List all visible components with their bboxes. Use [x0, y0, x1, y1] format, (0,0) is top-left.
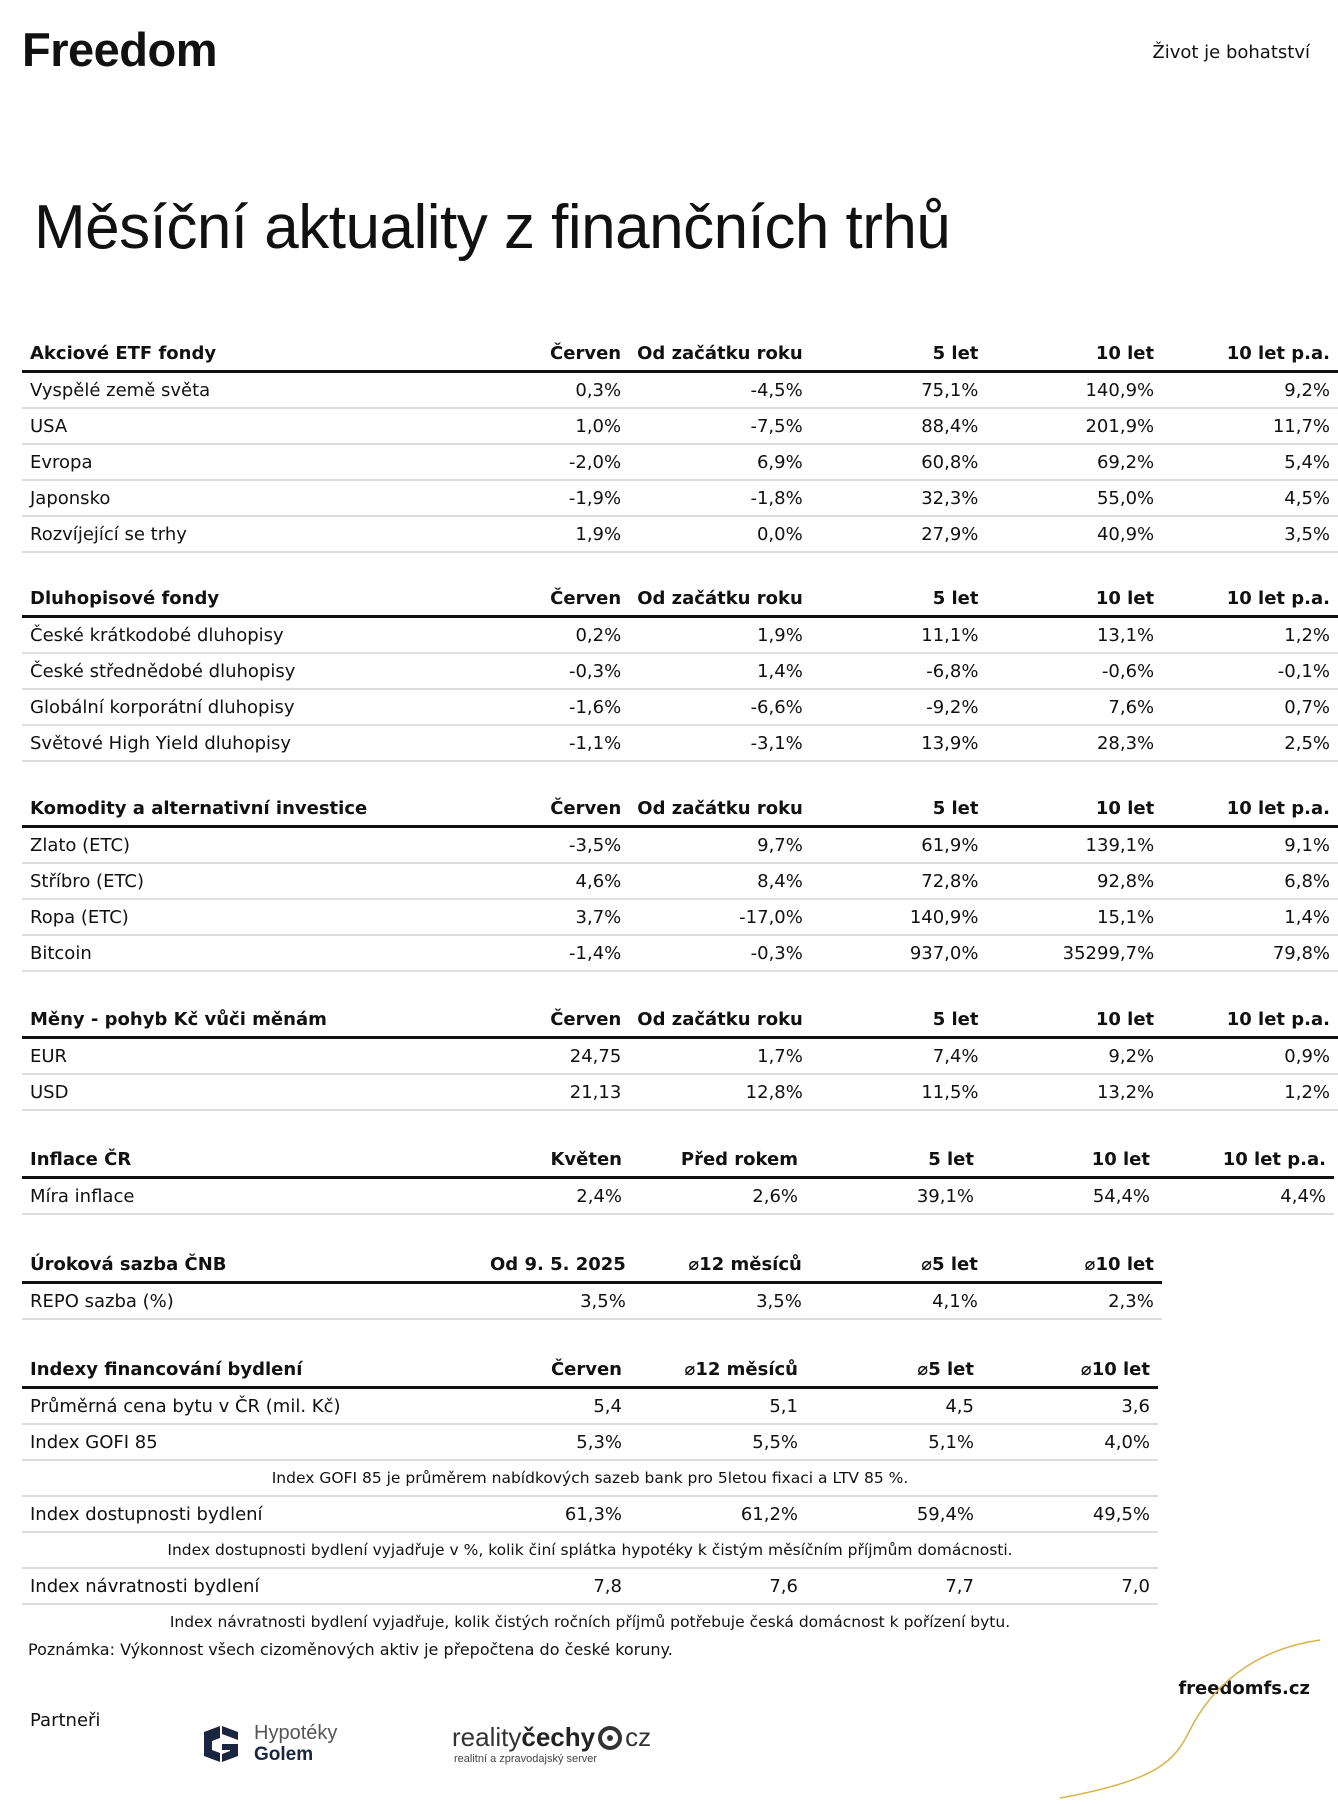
cell: 61,3% [482, 1496, 630, 1532]
brand-logo: Freedom [22, 23, 217, 76]
row-label: Globální korporátní dluhopisy [22, 689, 481, 725]
table-row [22, 1178, 1334, 1215]
column-header: Červen [482, 791, 630, 827]
cell: -0,1% [1162, 653, 1338, 689]
cell: 4,5% [1162, 480, 1338, 516]
cell: 139,1% [986, 827, 1162, 864]
row-label: Index GOFI 85 [22, 1424, 482, 1460]
cell: 2,6% [630, 1178, 806, 1215]
cell: 12,8% [629, 1074, 811, 1110]
column-header: 10 let p.a. [1162, 1002, 1338, 1038]
cell: 1,4% [629, 653, 811, 689]
column-header: Od začátku roku [629, 581, 811, 617]
row-label: Index dostupnosti bydlení [22, 1496, 482, 1532]
cell: 140,9% [811, 899, 987, 935]
cell: 11,7% [1162, 408, 1338, 444]
column-header: ⌀10 let [986, 1247, 1162, 1283]
row-label: Index návratnosti bydlení [22, 1568, 482, 1604]
table-row [22, 935, 1338, 971]
table-header-row [22, 1247, 1162, 1283]
cell: -1,1% [481, 725, 629, 761]
cell: 5,3% [482, 1424, 630, 1460]
column-header: 5 let [811, 581, 987, 617]
row-label: Bitcoin [22, 935, 482, 971]
cell: 1,0% [481, 408, 629, 444]
cell: 49,5% [982, 1496, 1158, 1532]
cell: 3,7% [482, 899, 630, 935]
inflation-table [22, 1142, 1334, 1215]
cell: -7,5% [629, 408, 811, 444]
table-row [22, 863, 1338, 899]
cell: 1,7% [629, 1038, 811, 1075]
cell: 0,0% [629, 516, 811, 552]
cell: 4,1% [810, 1283, 986, 1320]
table-row [22, 617, 1338, 654]
cell: 5,1% [806, 1424, 982, 1460]
table-header-row [22, 336, 1338, 372]
cell: 3,5% [634, 1283, 810, 1320]
column-header: 10 let p.a. [1162, 581, 1338, 617]
inflation-section [22, 1142, 1334, 1215]
cell: 5,4 [482, 1388, 630, 1425]
row-label: Evropa [22, 444, 481, 480]
reality-subtitle: realitní a zpravodajský server [454, 1753, 598, 1765]
cell: 1,2% [1162, 1074, 1338, 1110]
row-label: Míra inflace [22, 1178, 482, 1215]
currencies-section [22, 1002, 1338, 1111]
table-row [22, 827, 1338, 864]
cell: 5,1 [630, 1388, 806, 1425]
cell: 3,5% [1162, 516, 1338, 552]
column-header: Od 9. 5. 2025 [482, 1247, 634, 1283]
column-header: 5 let [806, 1142, 982, 1178]
section-heading: Měny - pohyb Kč vůči měnám [22, 1002, 482, 1038]
cell: -9,2% [811, 689, 987, 725]
cell: 4,5 [806, 1388, 982, 1425]
row-label: USD [22, 1074, 482, 1110]
cell: 0,7% [1162, 689, 1338, 725]
cell: 0,2% [481, 617, 629, 654]
cell: -1,9% [481, 480, 629, 516]
cell: -3,1% [629, 725, 811, 761]
cell: 3,5% [482, 1283, 634, 1320]
reality-part3: cz [625, 1722, 652, 1752]
cell: 4,0% [982, 1424, 1158, 1460]
column-header: ⌀12 měsíců [630, 1352, 806, 1388]
row-label: Rozvíjející se trhy [22, 516, 481, 552]
cell: 24,75 [482, 1038, 630, 1075]
cell: 140,9% [986, 372, 1162, 409]
cell: 0,9% [1162, 1038, 1338, 1075]
table-row [22, 516, 1338, 552]
cell: 7,7 [806, 1568, 982, 1604]
table-header-row [22, 1002, 1338, 1038]
column-header: Červen [481, 581, 629, 617]
column-header: Od začátku roku [629, 1002, 811, 1038]
cell: -0,6% [986, 653, 1162, 689]
table-row [22, 1388, 1158, 1425]
cell: 1,9% [481, 516, 629, 552]
column-header: Od začátku roku [629, 336, 811, 372]
column-header: 5 let [811, 791, 987, 827]
partners-label: Partneři [30, 1710, 101, 1731]
column-header: Květen [482, 1142, 630, 1178]
row-label: USA [22, 408, 481, 444]
table-row [22, 725, 1338, 761]
table-row [22, 372, 1338, 409]
cell: -1,6% [481, 689, 629, 725]
row-label: EUR [22, 1038, 482, 1075]
table-row [22, 1283, 1162, 1320]
cell: 13,9% [811, 725, 987, 761]
table-row [22, 1496, 1158, 1532]
row-label: Vyspělé země světa [22, 372, 481, 409]
cell: 9,1% [1162, 827, 1338, 864]
website-link[interactable]: freedomfs.cz [1178, 1678, 1310, 1699]
cell: 1,9% [629, 617, 811, 654]
section-heading: Komodity a alternativní investice [22, 791, 482, 827]
column-header: 5 let [811, 1002, 987, 1038]
housing-index-table [22, 1352, 1158, 1639]
cell: -1,8% [629, 480, 811, 516]
golem-line1: Hypotéky [254, 1722, 338, 1744]
cell: 92,8% [986, 863, 1162, 899]
column-header: 10 let [982, 1142, 1158, 1178]
hypoteky-golem-logo[interactable] [200, 1722, 337, 1766]
cell: 13,2% [987, 1074, 1163, 1110]
cell: 9,2% [987, 1038, 1163, 1075]
cell: 9,7% [629, 827, 811, 864]
column-header: Červen [482, 1352, 630, 1388]
cell: 5,4% [1162, 444, 1338, 480]
reality-part1: reality [452, 1722, 522, 1752]
column-header: ⌀5 let [806, 1352, 982, 1388]
cell: 55,0% [986, 480, 1162, 516]
section-heading: Úroková sazba ČNB [22, 1247, 482, 1283]
table-row [22, 1038, 1338, 1075]
cell: 88,4% [811, 408, 987, 444]
cell: 201,9% [986, 408, 1162, 444]
table-row [22, 1424, 1158, 1460]
note-row [22, 1604, 1158, 1639]
section-heading: Dluhopisové fondy [22, 581, 481, 617]
cell: 1,2% [1162, 617, 1338, 654]
table-header-row [22, 1142, 1334, 1178]
bond-funds-table [22, 581, 1338, 762]
cell: -1,4% [482, 935, 630, 971]
cell: 40,9% [986, 516, 1162, 552]
row-label: Zlato (ETC) [22, 827, 482, 864]
golem-mark-icon [200, 1724, 242, 1764]
cnb-rate-table [22, 1247, 1162, 1320]
cell: 2,4% [482, 1178, 630, 1215]
column-header: 10 let p.a. [1158, 1142, 1334, 1178]
return-note: Index návratnosti bydlení vyjadřuje, kolik čistých ročních příjmů potřebuje česká domácnost k pořízení bytu. [169, 1613, 1011, 1631]
cell: 937,0% [811, 935, 987, 971]
equity-etf-section [22, 336, 1338, 553]
cell: 8,4% [629, 863, 811, 899]
column-header: ⌀10 let [982, 1352, 1158, 1388]
row-label: Ropa (ETC) [22, 899, 482, 935]
gold-swoosh-decoration [1050, 1630, 1330, 1800]
table-row [22, 444, 1338, 480]
cell: 69,2% [986, 444, 1162, 480]
cell: 1,4% [1162, 899, 1338, 935]
cell: 21,13 [482, 1074, 630, 1110]
cell: 61,9% [811, 827, 987, 864]
column-header: Červen [481, 336, 629, 372]
cnb-rate-section [22, 1247, 1162, 1320]
note-row [22, 1460, 1158, 1496]
section-heading: Inflace ČR [22, 1142, 482, 1178]
cell: 60,8% [811, 444, 987, 480]
cell: 2,3% [986, 1283, 1162, 1320]
golem-line2: Golem [254, 1744, 314, 1765]
row-label: České střednědobé dluhopisy [22, 653, 481, 689]
equity-etf-table [22, 336, 1338, 553]
cell: 11,1% [811, 617, 987, 654]
cell: 13,1% [986, 617, 1162, 654]
cell: -0,3% [629, 935, 811, 971]
row-label: Stříbro (ETC) [22, 863, 482, 899]
cell: -4,5% [629, 372, 811, 409]
cell: 39,1% [806, 1178, 982, 1215]
cell: 4,4% [1158, 1178, 1334, 1215]
table-row [22, 408, 1338, 444]
cell: 28,3% [986, 725, 1162, 761]
cell: 15,1% [986, 899, 1162, 935]
cell: 7,6 [630, 1568, 806, 1604]
cell: 54,4% [982, 1178, 1158, 1215]
currencies-table [22, 1002, 1338, 1111]
table-row [22, 1568, 1158, 1604]
note-row [22, 1532, 1158, 1568]
row-label: REPO sazba (%) [22, 1283, 482, 1320]
commodities-table [22, 791, 1338, 972]
cell: 75,1% [811, 372, 987, 409]
target-circle-icon [597, 1725, 623, 1751]
cell: 27,9% [811, 516, 987, 552]
cell: -6,6% [629, 689, 811, 725]
cell: 11,5% [811, 1074, 987, 1110]
cell: 72,8% [811, 863, 987, 899]
cell: 2,5% [1162, 725, 1338, 761]
column-header: 10 let p.a. [1162, 336, 1338, 372]
cell: -2,0% [481, 444, 629, 480]
table-row [22, 899, 1338, 935]
cell: 32,3% [811, 480, 987, 516]
cell: 3,6 [982, 1388, 1158, 1425]
bond-funds-section [22, 581, 1338, 762]
page-title: Měsíční aktuality z finančních trhů [34, 193, 951, 262]
tagline: Život je bohatství [1152, 42, 1310, 63]
table-row [22, 689, 1338, 725]
reality-part2: čechy [521, 1722, 596, 1752]
row-label: Japonsko [22, 480, 481, 516]
column-header: 10 let p.a. [1162, 791, 1338, 827]
column-header: 10 let [986, 336, 1162, 372]
cell: 5,5% [630, 1424, 806, 1460]
cell: 59,4% [806, 1496, 982, 1532]
column-header: 10 let [987, 1002, 1163, 1038]
column-header: ⌀12 měsíců [634, 1247, 810, 1283]
footnote: Poznámka: Výkonnost všech cizoměnových aktiv je přepočtena do české koruny. [28, 1640, 673, 1659]
column-header: Od začátku roku [629, 791, 811, 827]
cell: 9,2% [1162, 372, 1338, 409]
row-label: České krátkodobé dluhopisy [22, 617, 481, 654]
cell: 7,0 [982, 1568, 1158, 1604]
cell: -3,5% [482, 827, 630, 864]
table-header-row [22, 1352, 1158, 1388]
cell: 79,8% [1162, 935, 1338, 971]
cell: -6,8% [811, 653, 987, 689]
cell: -0,3% [481, 653, 629, 689]
cell: 0,3% [481, 372, 629, 409]
column-header: 5 let [811, 336, 987, 372]
section-heading: Indexy financování bydlení [22, 1352, 482, 1388]
table-row [22, 480, 1338, 516]
table-row [22, 1074, 1338, 1110]
housing-index-section [22, 1352, 1158, 1639]
cell: 61,2% [630, 1496, 806, 1532]
section-heading: Akciové ETF fondy [22, 336, 481, 372]
reality-cechy-logo[interactable] [452, 1722, 651, 1765]
gofi-note: Index GOFI 85 je průměrem nabídkových sazeb bank pro 5letou fixaci a LTV 85 %. [22, 1460, 1158, 1496]
table-row [22, 653, 1338, 689]
cell: 4,6% [482, 863, 630, 899]
row-label: Průměrná cena bytu v ČR (mil. Kč) [22, 1388, 482, 1425]
column-header: Před rokem [630, 1142, 806, 1178]
column-header: 10 let [986, 581, 1162, 617]
cell: 7,8 [482, 1568, 630, 1604]
cell: 6,8% [1162, 863, 1338, 899]
column-header: Červen [482, 1002, 630, 1038]
column-header: 10 let [986, 791, 1162, 827]
row-label: Světové High Yield dluhopisy [22, 725, 481, 761]
affordability-note: Index dostupnosti bydlení vyjadřuje v %, kolik činí splátka hypotéky k čistým měsíčním příjmům domácnosti. [22, 1532, 1158, 1568]
cell: 7,6% [986, 689, 1162, 725]
commodities-section [22, 791, 1338, 972]
column-header: ⌀5 let [810, 1247, 986, 1283]
table-header-row [22, 791, 1338, 827]
cell: 6,9% [629, 444, 811, 480]
cell: -17,0% [629, 899, 811, 935]
cell: 7,4% [811, 1038, 987, 1075]
cell: 35299,7% [986, 935, 1162, 971]
table-header-row [22, 581, 1338, 617]
